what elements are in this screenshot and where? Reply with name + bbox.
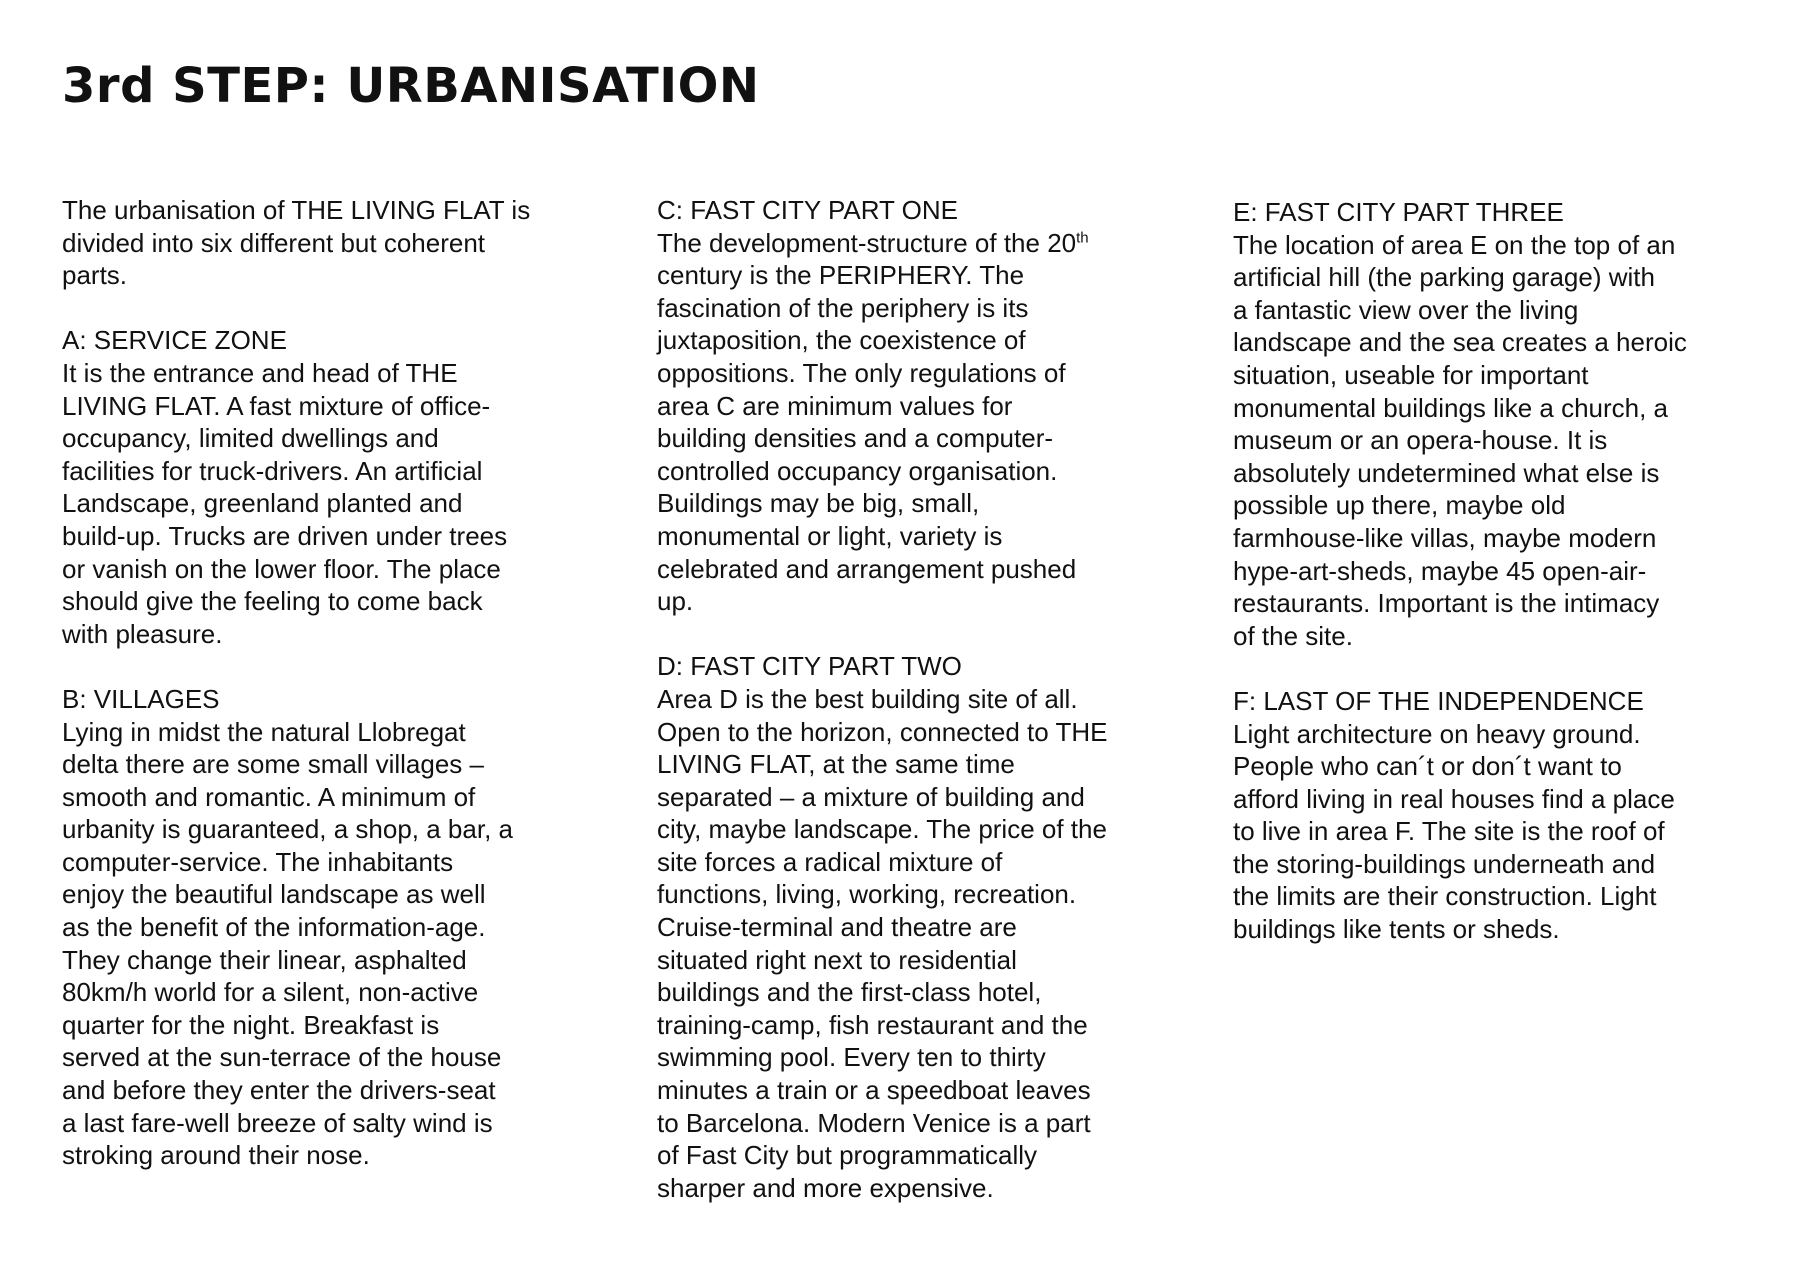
paragraph-line: 80km/h world for a silent, non-active: [62, 977, 479, 1008]
paragraph-line: smooth and romantic. A minimum of: [62, 781, 476, 812]
paragraph-line: facilities for truck-drivers. An artificial: [62, 455, 483, 486]
paragraph-line: Lying in midst the natural Llobregat: [62, 716, 466, 747]
section-heading: E: FAST CITY PART THREE: [1233, 197, 1564, 227]
paragraph-line: artificial hill (the parking garage) with: [1233, 262, 1655, 293]
paragraph-line: training-camp, fish restaurant and the: [657, 1009, 1088, 1040]
paragraph-line: swimming pool. Every ten to thirty: [657, 1042, 1046, 1073]
paragraph-line: landscape and the sea creates a heroic: [1233, 327, 1687, 358]
paragraph-line: monumental or light, variety is: [657, 520, 1003, 551]
paragraph-line: Open to the horizon, connected to THE: [657, 716, 1108, 747]
paragraph-line: enjoy the beautiful landscape as well: [62, 879, 486, 910]
paragraph-line: LIVING FLAT, at the same time: [657, 749, 1015, 780]
paragraph-line: controlled occupancy organisation.: [657, 455, 1058, 486]
paragraph-line: Light architecture on heavy ground.: [1233, 718, 1641, 749]
section-heading: F: LAST OF THE INDEPENDENCE: [1233, 685, 1644, 716]
paragraph-line: up.: [657, 586, 694, 617]
paragraph-line: served at the sun-terrace of the house: [62, 1042, 502, 1073]
paragraph-line: sharper and more expensive.: [657, 1172, 994, 1203]
section-heading: A: SERVICE ZONE: [62, 325, 287, 356]
paragraph-line: should give the feeling to come back: [62, 586, 483, 617]
paragraph-line: Landscape, greenland planted and: [62, 488, 463, 519]
paragraph-line: afford living in real houses find a place: [1233, 783, 1675, 814]
paragraph-line: celebrated and arrangement pushed: [657, 553, 1077, 584]
section-a-service-zone: [62, 324, 562, 650]
paragraph-line: the limits are their construction. Light: [1233, 881, 1657, 912]
paragraph-line: They change their linear, asphalted: [62, 944, 467, 975]
paragraph-line: People who can´t or don´t want to: [1233, 751, 1622, 782]
paragraph-line: situated right next to residential: [657, 944, 1017, 975]
paragraph-line: computer-service. The inhabitants: [62, 846, 454, 877]
section-f-last-of-the-independence: [1233, 685, 1733, 946]
section-e-fast-city-part-three: [1233, 196, 1733, 652]
paragraph-line: and before they enter the drivers-seat: [62, 1075, 496, 1106]
paragraph-line: parts.: [62, 260, 128, 291]
paragraph-line: hype-art-sheds, maybe 45 open-air-: [1233, 555, 1647, 586]
section-heading: B: VILLAGES: [62, 683, 220, 714]
paragraph-line: LIVING FLAT. A fast mixture of office-: [62, 390, 491, 421]
paragraph-line: The urbanisation of THE LIVING FLAT is: [62, 195, 531, 225]
paragraph-line: Buildings may be big, small,: [657, 488, 980, 519]
paragraph-line: possible up there, maybe old: [1233, 490, 1566, 521]
paragraph-line: occupancy, limited dwellings and: [62, 423, 439, 454]
section-b-villages: [62, 683, 562, 1172]
paragraph-line: to live in area F. The site is the roof of: [1233, 816, 1665, 847]
paragraph-line: area C are minimum values for: [657, 390, 1013, 421]
text-column-3: [1233, 196, 1733, 978]
paragraph-line: museum or an opera-house. It is: [1233, 425, 1608, 456]
paragraph-line: urbanity is guaranteed, a shop, a bar, a: [62, 814, 513, 845]
paragraph-line: restaurants. Important is the intimacy: [1233, 588, 1660, 619]
text-column-1: [62, 194, 562, 1204]
paragraph-line: city, maybe landscape. The price of the: [657, 814, 1107, 845]
paragraph-line: The location of area E on the top of an: [1233, 229, 1676, 260]
paragraph-line: separated – a mixture of building and: [657, 781, 1085, 812]
paragraph-line: oppositions. The only regulations of: [657, 357, 1066, 388]
paragraph-line: or vanish on the lower floor. The place: [62, 553, 501, 584]
paragraph-line: site forces a radical mixture of: [657, 846, 1003, 877]
paragraph-line: century is the PERIPHERY. The: [657, 260, 1025, 291]
paragraph-line: minutes a train or a speedboat leaves: [657, 1075, 1091, 1106]
section-heading: D: FAST CITY PART TWO: [657, 651, 962, 682]
section-intro: [62, 194, 562, 292]
paragraph-line: a fantastic view over the living: [1233, 294, 1579, 325]
paragraph-line: of Fast City but programmatically: [657, 1140, 1038, 1171]
paragraph-line: functions, living, working, recreation.: [657, 879, 1077, 910]
paragraph-line: It is the entrance and head of THE: [62, 357, 458, 388]
paragraph-line: fascination of the periphery is its: [657, 292, 1029, 323]
paragraph-line: [657, 227, 1157, 260]
paragraph-line: buildings and the first-class hotel,: [657, 977, 1042, 1008]
paragraph-line: Area D is the best building site of all.: [657, 683, 1078, 714]
paragraph-line: juxtaposition, the coexistence of: [657, 325, 1026, 356]
paragraph-line: stroking around their nose.: [62, 1140, 370, 1171]
paragraph-line: monumental buildings like a church, a: [1233, 392, 1669, 423]
paragraph-line: a last fare-well breeze of salty wind is: [62, 1107, 493, 1138]
paragraph-line: divided into six different but coherent: [62, 227, 486, 258]
paragraph-text: The development-structure of the 20: [657, 227, 1077, 258]
paragraph-line: with pleasure.: [62, 618, 223, 649]
paragraph-line: quarter for the night. Breakfast is: [62, 1009, 440, 1040]
paragraph-line: as the benefit of the information-age.: [62, 912, 486, 943]
text-column-2: [657, 194, 1157, 1237]
paragraph-line: buildings like tents or sheds.: [1233, 914, 1560, 945]
paragraph-line: Cruise-terminal and theatre are: [657, 912, 1017, 943]
paragraph-line: the storing-buildings underneath and: [1233, 848, 1656, 879]
paragraph-line: delta there are some small villages –: [62, 749, 484, 780]
section-heading: C: FAST CITY PART ONE: [657, 195, 959, 225]
paragraph-line: farmhouse-like villas, maybe modern: [1233, 522, 1657, 553]
paragraph-line: to Barcelona. Modern Venice is a part: [657, 1107, 1091, 1138]
section-c-fast-city-part-one: [657, 194, 1157, 618]
page-title: 3rd STEP: URBANISATION: [62, 58, 760, 114]
paragraph-line: building densities and a computer-: [657, 423, 1054, 454]
paragraph-line: absolutely undetermined what else is: [1233, 457, 1660, 488]
paragraph-line: build-up. Trucks are driven under trees: [62, 520, 508, 551]
section-d-fast-city-part-two: [657, 650, 1157, 1204]
paragraph-line: situation, useable for important: [1233, 359, 1589, 390]
superscript: th: [1076, 228, 1089, 246]
paragraph-line: of the site.: [1233, 620, 1353, 651]
